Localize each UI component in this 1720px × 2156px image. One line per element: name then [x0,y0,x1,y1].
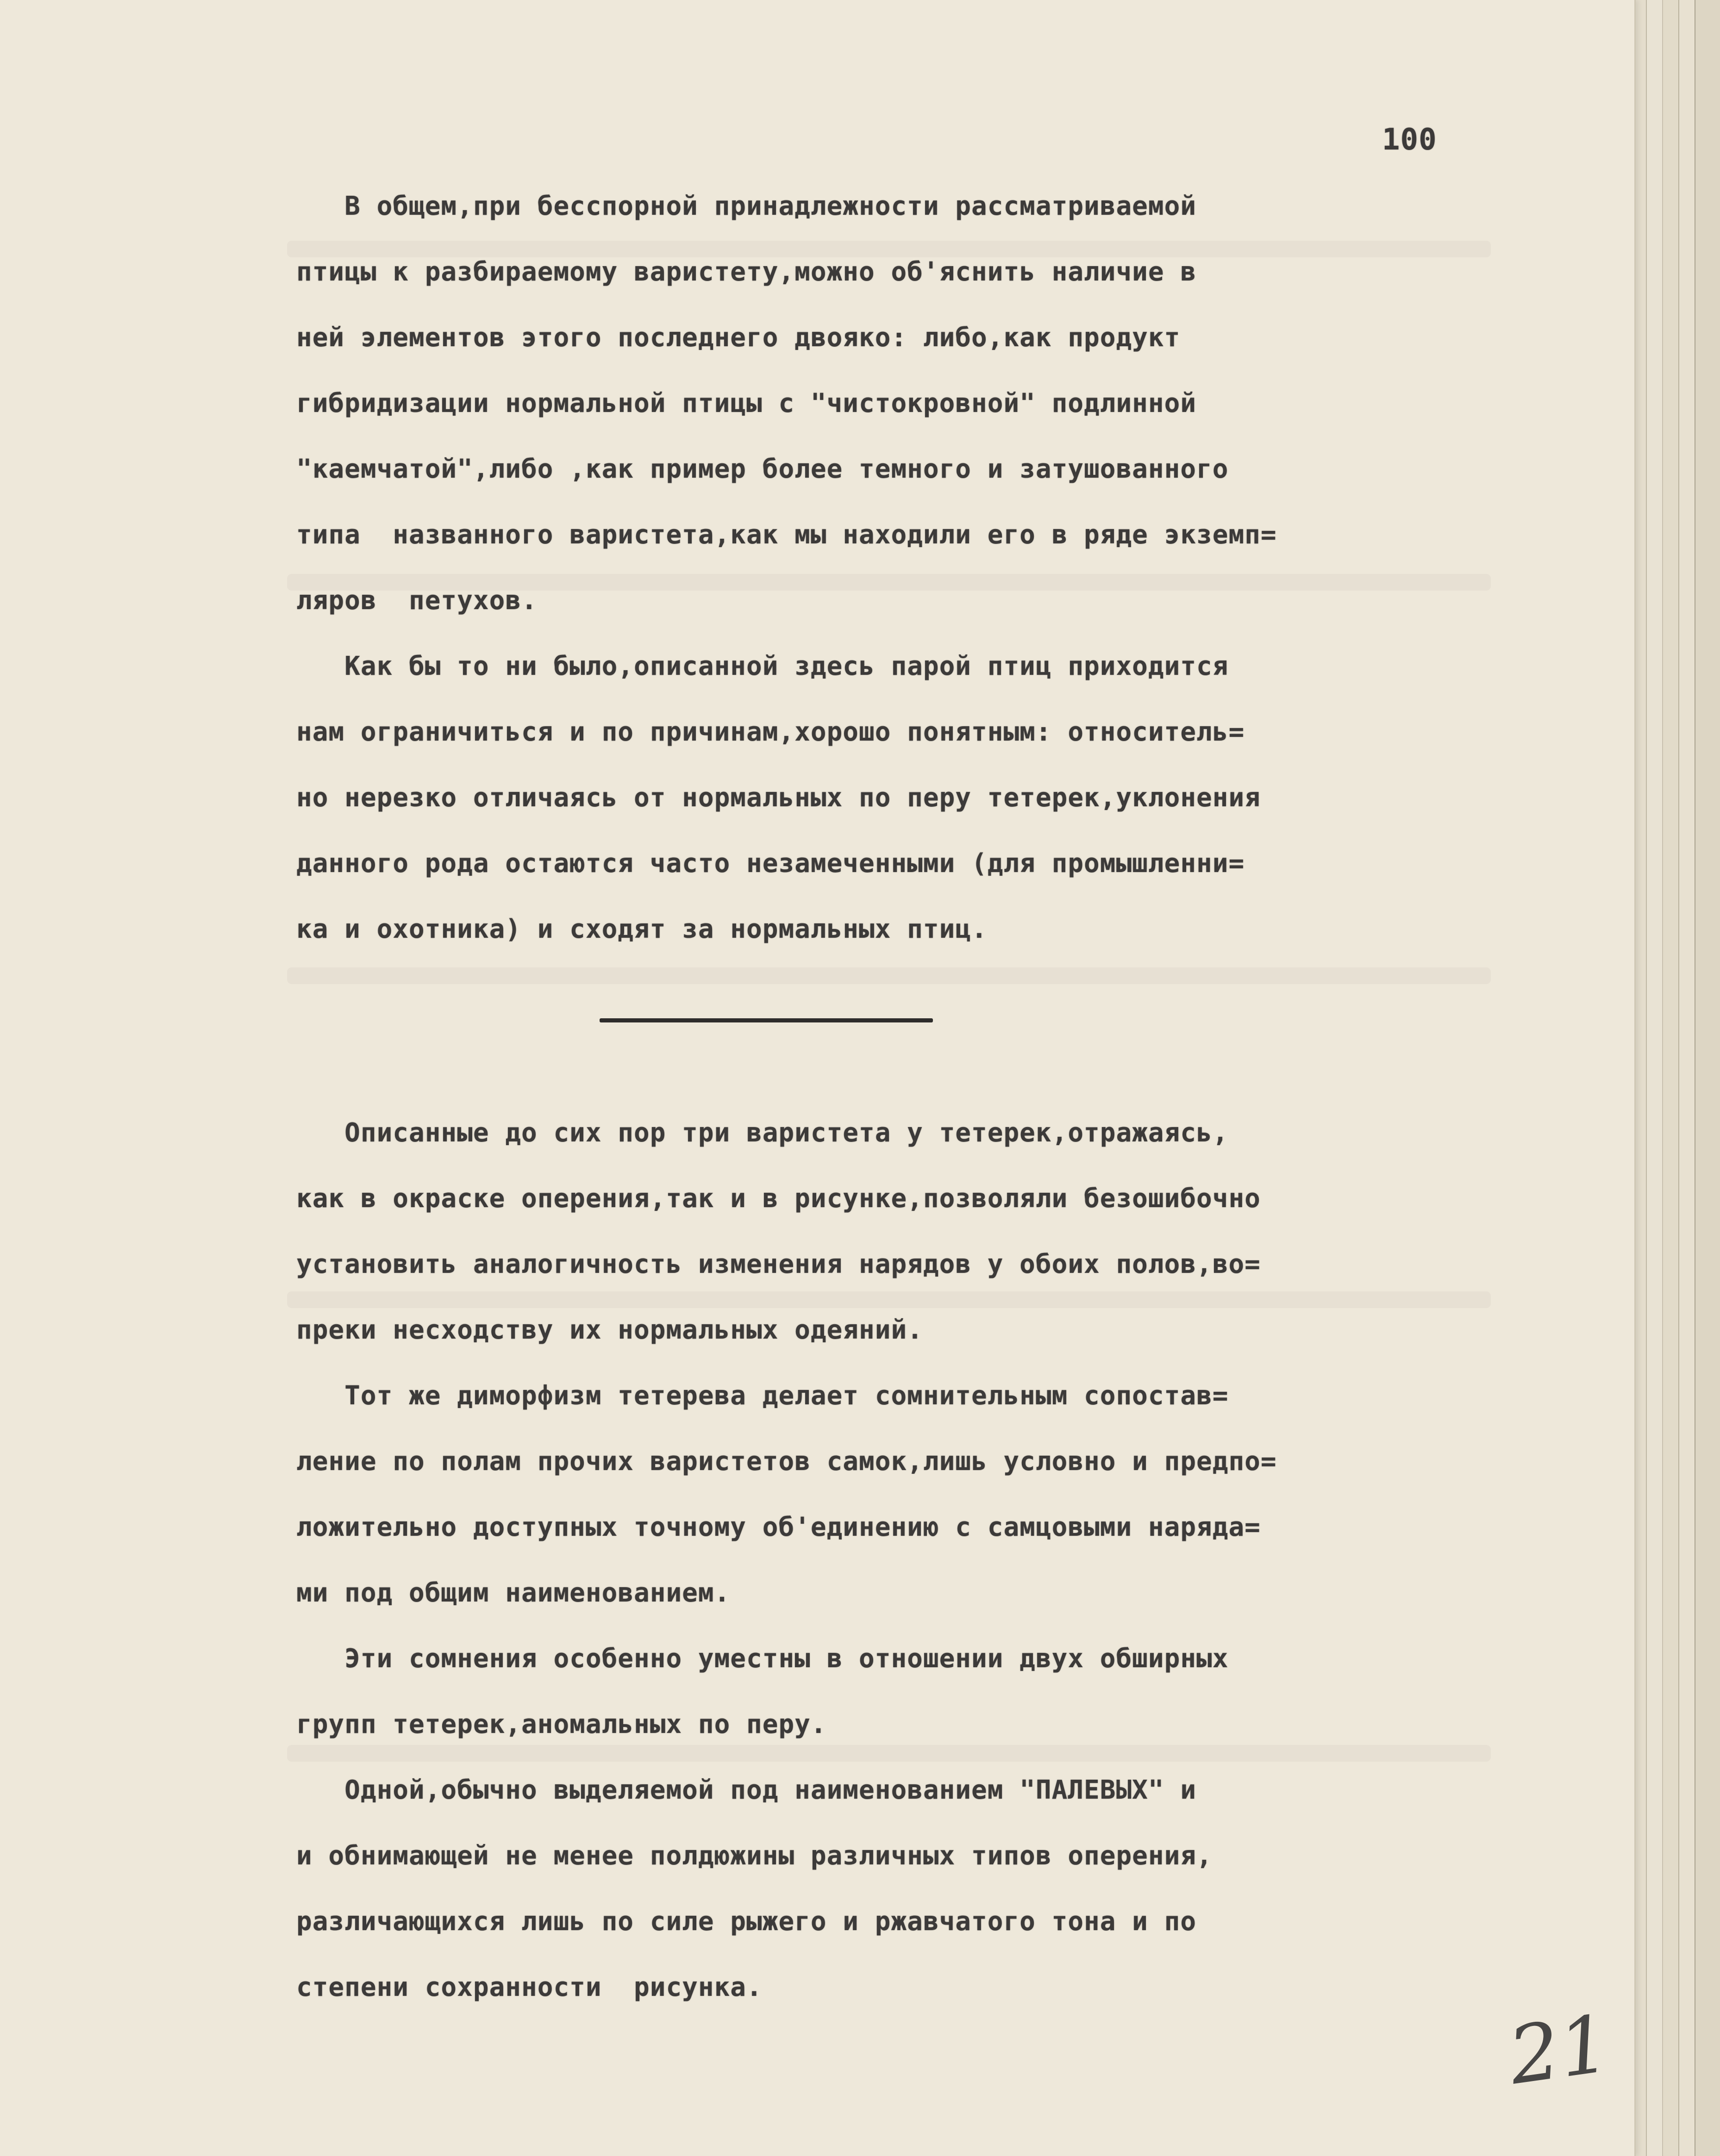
text-line: нам ограничиться и по причинам,хорошо понятным: относитель= [296,717,1245,747]
show-through-mark [287,241,1491,257]
text-line: Тот же диморфизм тетерева делает сомнительным сопостав= [296,1381,1229,1411]
text-line: гибридизации нормальной птицы с "чистокровной" подлинной [296,388,1197,418]
text-line: степени сохранности рисунка. [296,1972,763,2002]
text-line: птицы к разбираемому варистету,можно об'яснить наличие в [296,257,1197,287]
text-line: Описанные до сих пор три варистета у тетерек,отражаясь, [296,1118,1229,1148]
text-line: ляров петухов. [296,586,538,616]
text-line: ми под общим наименованием. [296,1578,731,1608]
text-line: Одной,обычно выделяемой под наименованием "ПАЛЕВЫХ" и [296,1775,1197,1805]
text-line: Эти сомнения особенно уместны в отношении двух обширных [296,1644,1229,1674]
text-line: но нерезко отличаясь от нормальных по перу тетерек,уклонения [296,783,1261,813]
handwritten-folio-text: 21 [1503,1998,1616,2103]
page-number: 100 [1382,123,1437,157]
page-stack-edge [1695,0,1720,2156]
text-line: ложительно доступных точному об'единению с самцовыми наряда= [296,1512,1261,1542]
show-through-mark [287,1291,1491,1308]
handwritten-folio-number [1500,1998,1616,2103]
text-line: ней элементов этого последнего двояко: либо,как продукт [296,323,1181,353]
text-line: данного рода остаются часто незамеченными (для промышленни= [296,848,1245,879]
show-through-mark [287,967,1491,984]
text-line: В общем,при бесспорной принадлежности рассматриваемой [296,191,1197,221]
text-line: различающихся лишь по силе рыжего и ржавчатого тона и по [296,1907,1197,1937]
text-line: "каемчатой",либо ,как пример более темного и затушованного [296,454,1229,484]
section-divider [600,1018,933,1022]
text-line: установить аналогичность изменения нарядов у обоих полов,во= [296,1249,1261,1279]
text-line: как в окраске оперения,так и в рисунке,позволяли безошибочно [296,1184,1261,1214]
show-through-mark [287,1745,1491,1762]
text-line: групп тетерек,аномальных по перу. [296,1709,827,1739]
text-line: ление по полам прочих варистетов самок,лишь условно и предпо= [296,1446,1277,1477]
text-line: типа названного варистета,как мы находили его в ряде экземп= [296,520,1277,550]
text-line: Как бы то ни было,описанной здесь парой птиц приходится [296,651,1229,681]
text-line: и обнимающей не менее полдюжины различных типов оперения, [296,1841,1213,1871]
text-line: преки несходству их нормальных одеяний. [296,1315,923,1345]
text-line: ка и охотника) и сходят за нормальных птиц. [296,914,988,944]
